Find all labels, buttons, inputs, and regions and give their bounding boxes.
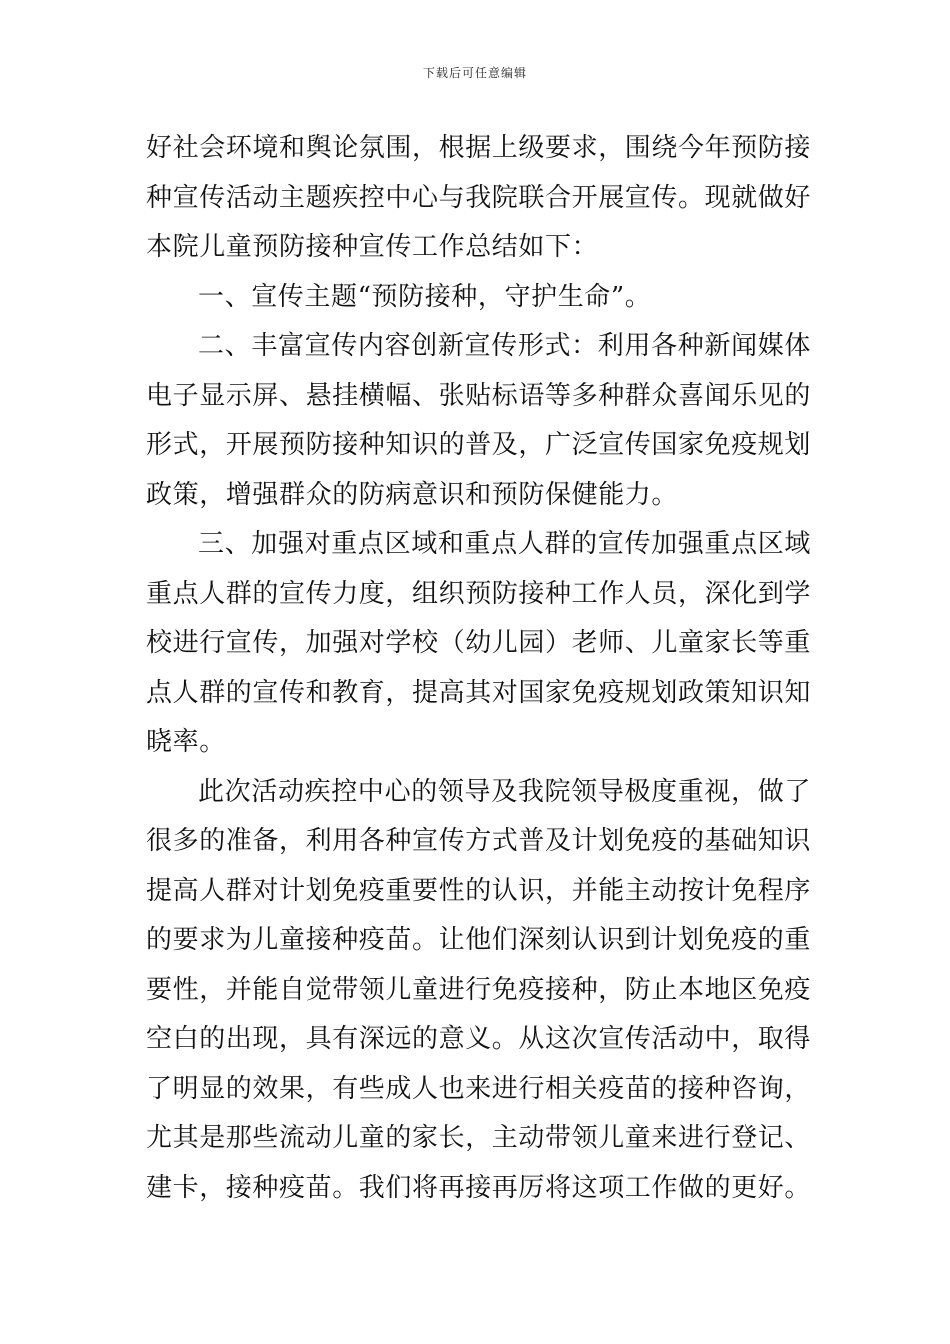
text-line: 了明显的效果，有些成人也来进行相关疫苗的接种咨询， bbox=[146, 1073, 812, 1104]
text-line: 要性，并能自觉带领儿童进行免疫接种，防止本地区免疫 bbox=[146, 974, 812, 1005]
text-line: 种宣传活动主题疾控中心与我院联合开展宣传。现就做好 bbox=[146, 182, 812, 213]
text-line: 电子显示屏、悬挂横幅、张贴标语等多种群众喜闻乐见的 bbox=[146, 380, 812, 411]
text-line: 尤其是那些流动儿童的家长，主动带领儿童来进行登记、 bbox=[146, 1123, 812, 1153]
paragraph-summary bbox=[146, 768, 811, 1214]
text-line: 政策，增强群众的防病意识和预防保健能力。 bbox=[146, 479, 679, 510]
text-line: 空白的出现，具有深远的意义。从这次宣传活动中，取得 bbox=[146, 1024, 812, 1054]
page-header-note: 下载后可任意编辑 bbox=[422, 66, 527, 80]
text-line: 的要求为儿童接种疫苗。让他们深刻认识到计划免疫的重 bbox=[146, 925, 812, 955]
text-line: 点人群的宣传和教育，提高其对国家免疫规划政策知识知 bbox=[146, 677, 812, 708]
document-body bbox=[146, 124, 811, 1213]
paragraph-continuation bbox=[146, 124, 811, 273]
paragraph-key-groups bbox=[146, 520, 811, 768]
text-line: 三、加强对重点区域和重点人群的宣传加强重点区域 bbox=[198, 529, 811, 559]
text-line: 建卡，接种疫苗。我们将再接再厉将这项工作做的更好。 bbox=[146, 1172, 812, 1203]
text-line: 一、宣传主题“预防接种，守护生命”。 bbox=[198, 281, 652, 312]
paragraph-theme bbox=[146, 273, 811, 323]
text-line: 好社会环境和舆论氛围，根据上级要求，围绕今年预防接 bbox=[146, 133, 812, 163]
text-line: 本院儿童预防接种宣传工作总结如下： bbox=[146, 232, 599, 262]
text-line: 晓率。 bbox=[146, 727, 226, 757]
text-line: 重点人群的宣传力度，组织预防接种工作人员，深化到学 bbox=[146, 578, 812, 609]
text-line: 形式，开展预防接种知识的普及，广泛宣传国家免疫规划 bbox=[146, 430, 812, 460]
paragraph-content-form bbox=[146, 322, 811, 520]
text-line: 提高人群对计划免疫重要性的认识，并能主动按计免程序 bbox=[146, 875, 812, 906]
text-line: 校进行宣传，加强对学校（幼儿园）老师、儿童家长等重 bbox=[146, 628, 812, 658]
text-line: 此次活动疾控中心的领导及我院领导极度重视，做了 bbox=[198, 776, 811, 807]
text-line: 二、丰富宣传内容创新宣传形式：利用各种新闻媒体 bbox=[198, 331, 811, 361]
text-line: 很多的准备，利用各种宣传方式普及计划免疫的基础知识 bbox=[146, 826, 812, 856]
